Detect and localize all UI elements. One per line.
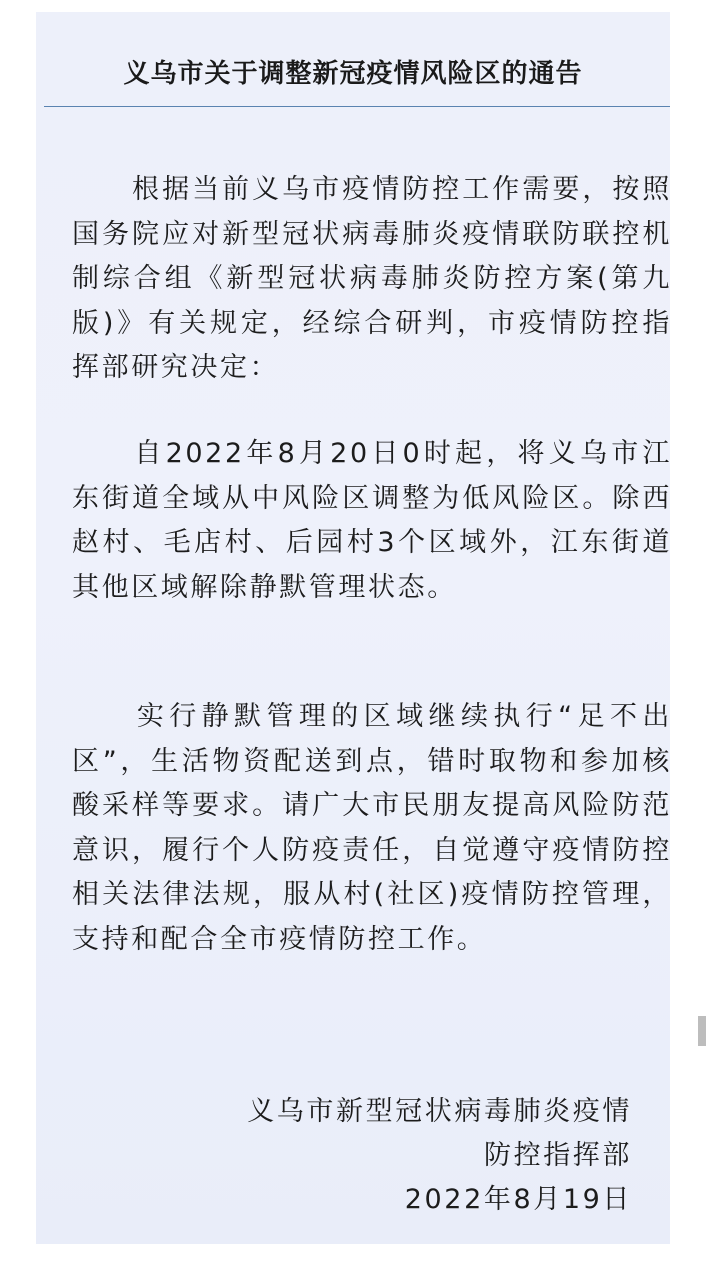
- notice-paragraph-adjustment: 自2022年8月20日0时起，将义乌市江东街道全域从中风险区调整为低风险区。除西赵村、毛店村、后园村3个区域外，江东街道其他区域解除静默管理状态。: [72, 438, 672, 603]
- signature-issuer-line1: 义乌市新型冠状病毒肺炎疫情: [247, 1096, 632, 1127]
- notice-paragraph-requirements: 实行静默管理的区域继续执行“足不出区”，生活物资配送到点，错时取物和参加核酸采样等要求。请广大市民朋友提高风险防范意识，履行个人防疫责任，自觉遵守疫情防控相关法律法规，服从村(社区)疫情防控管理，支持和配合全市疫情防控工作。: [72, 701, 672, 955]
- notice-title: 义乌市关于调整新冠疫情风险区的通告: [123, 59, 583, 89]
- notice-card: [36, 12, 670, 1244]
- signature-date: 2022年8月19日: [404, 1184, 632, 1215]
- edge-scroll-marker: [698, 1016, 706, 1046]
- signature-issuer-line2: 防控指挥部: [484, 1140, 632, 1171]
- title-divider: [44, 106, 670, 107]
- notice-paragraph-basis: 根据当前义乌市疫情防控工作需要，按照国务院应对新型冠状病毒肺炎疫情联防联控机制综合组《新型冠状病毒肺炎防控方案(第九版)》有关规定，经综合研判，市疫情防控指挥部研究决定：: [72, 174, 672, 383]
